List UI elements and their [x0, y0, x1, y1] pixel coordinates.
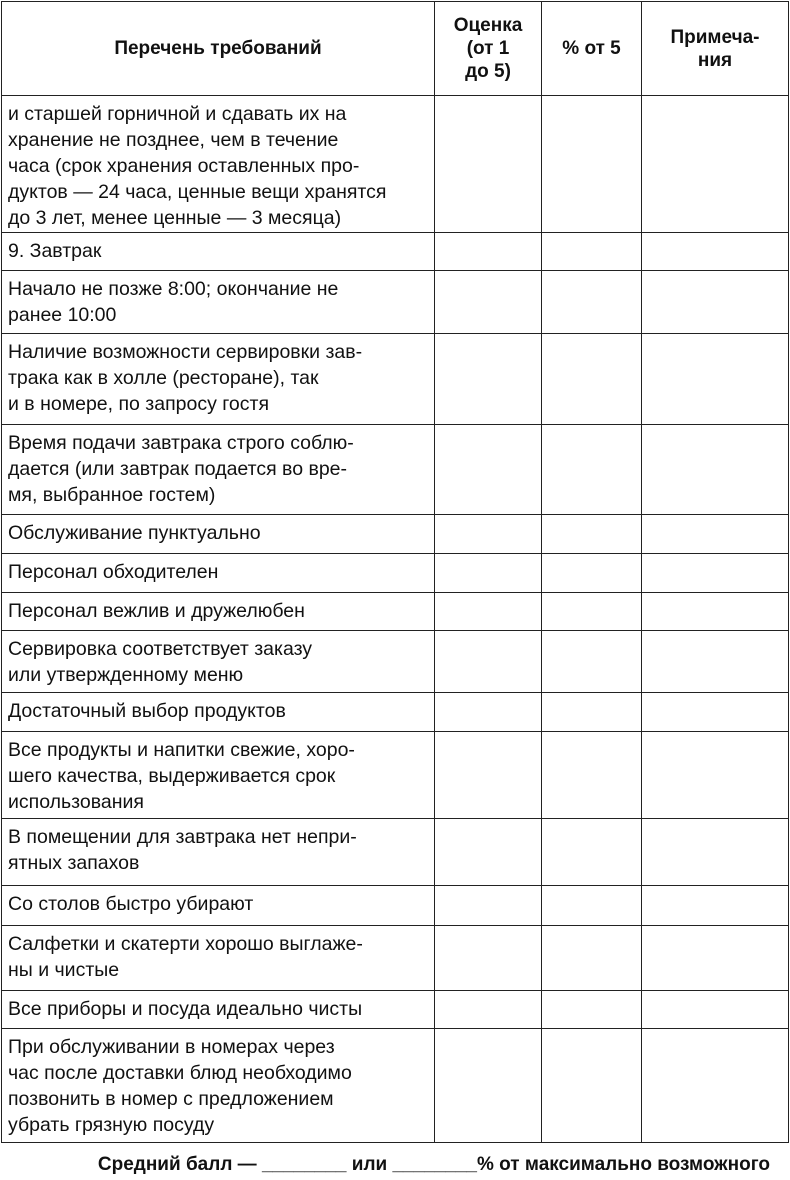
- score-cell[interactable]: [435, 631, 542, 693]
- table-row: [2, 593, 789, 631]
- percent-cell[interactable]: [542, 631, 642, 693]
- table-row: [2, 233, 789, 271]
- percent-cell[interactable]: [542, 886, 642, 926]
- requirement-text: Время подачи завтрака строго соблю- дается (или завтрак подается во вре- мя, выбранное гостем): [2, 425, 435, 515]
- percent-cell[interactable]: [542, 819, 642, 886]
- notes-cell[interactable]: [642, 233, 789, 271]
- notes-cell[interactable]: [642, 593, 789, 631]
- table-row: [2, 425, 789, 515]
- percent-cell[interactable]: [542, 1029, 642, 1143]
- score-cell[interactable]: [435, 233, 542, 271]
- percent-cell[interactable]: [542, 554, 642, 593]
- header-percent: % от 5: [542, 2, 642, 96]
- notes-cell[interactable]: [642, 96, 789, 233]
- table-row: [2, 271, 789, 334]
- requirement-text: Персонал обходителен: [2, 554, 435, 593]
- table-row: [2, 926, 789, 991]
- notes-cell[interactable]: [642, 693, 789, 732]
- percent-cell[interactable]: [542, 96, 642, 233]
- notes-cell[interactable]: [642, 991, 789, 1029]
- percent-cell[interactable]: [542, 991, 642, 1029]
- score-cell[interactable]: [435, 425, 542, 515]
- notes-cell[interactable]: [642, 334, 789, 425]
- score-cell[interactable]: [435, 515, 542, 554]
- score-cell[interactable]: [435, 1029, 542, 1143]
- table-row: [2, 554, 789, 593]
- requirement-text: Персонал вежлив и дружелюбен: [2, 593, 435, 631]
- requirement-text: Со столов быстро убирают: [2, 886, 435, 926]
- header-requirements: Перечень требований: [2, 2, 435, 96]
- score-cell[interactable]: [435, 991, 542, 1029]
- score-cell[interactable]: [435, 926, 542, 991]
- requirement-text: В помещении для завтрака нет непри- ятных запахов: [2, 819, 435, 886]
- requirement-text: Наличие возможности сервировки зав- трака как в холле (ресторане), так и в номере, по запросу гостя: [2, 334, 435, 425]
- score-cell[interactable]: [435, 732, 542, 819]
- notes-cell[interactable]: [642, 554, 789, 593]
- notes-cell[interactable]: [642, 271, 789, 334]
- table-row: [2, 334, 789, 425]
- notes-cell[interactable]: [642, 631, 789, 693]
- header-notes: Примеча- ния: [642, 2, 789, 96]
- notes-cell[interactable]: [642, 886, 789, 926]
- notes-cell[interactable]: [642, 1029, 789, 1143]
- requirement-text: Обслуживание пунктуально: [2, 515, 435, 554]
- notes-cell[interactable]: [642, 732, 789, 819]
- average-score-line: Средний балл — ________ или ________% от максимально возможного: [97, 1154, 770, 1175]
- notes-cell[interactable]: [642, 819, 789, 886]
- table-row: [2, 96, 789, 233]
- percent-cell[interactable]: [542, 926, 642, 991]
- table-row: [2, 886, 789, 926]
- notes-cell[interactable]: [642, 926, 789, 991]
- requirement-text: Все приборы и посуда идеально чисты: [2, 991, 435, 1029]
- header-score: Оценка (от 1 до 5): [435, 2, 542, 96]
- header-row: [2, 2, 789, 96]
- percent-cell[interactable]: [542, 425, 642, 515]
- table-row: [2, 732, 789, 819]
- requirement-text: Достаточный выбор продуктов: [2, 693, 435, 732]
- notes-cell[interactable]: [642, 515, 789, 554]
- requirement-text: и старшей горничной и сдавать их на хранение не позднее, чем в течение часа (срок хранения оставленных про- дуктов — 24 часа, ценные вещи хранятся до 3 лет, менее ценные — 3 месяца): [2, 96, 435, 233]
- score-cell[interactable]: [435, 593, 542, 631]
- requirement-text: Начало не позже 8:00; окончание не ранее 10:00: [2, 271, 435, 334]
- table-row: [2, 515, 789, 554]
- score-cell[interactable]: [435, 271, 542, 334]
- percent-cell[interactable]: [542, 732, 642, 819]
- requirement-text: Салфетки и скатерти хорошо выглаже- ны и чистые: [2, 926, 435, 991]
- percent-cell[interactable]: [542, 334, 642, 425]
- table-row: [2, 693, 789, 732]
- percent-cell[interactable]: [542, 693, 642, 732]
- score-cell[interactable]: [435, 886, 542, 926]
- requirement-text: 9. Завтрак: [2, 233, 435, 271]
- table-row: [2, 819, 789, 886]
- percent-cell[interactable]: [542, 233, 642, 271]
- notes-cell[interactable]: [642, 425, 789, 515]
- requirement-text: Все продукты и напитки свежие, хоро- шего качества, выдерживается срок использования: [2, 732, 435, 819]
- requirements-table: [1, 1, 789, 1143]
- table-row: [2, 631, 789, 693]
- percent-cell[interactable]: [542, 515, 642, 554]
- requirement-text: При обслуживании в номерах через час после доставки блюд необходимо позвонить в номер с предложением убрать грязную посуду: [2, 1029, 435, 1143]
- score-cell[interactable]: [435, 819, 542, 886]
- score-cell[interactable]: [435, 693, 542, 732]
- requirement-text: Сервировка соответствует заказу или утвержденному меню: [2, 631, 435, 693]
- table-row: [2, 991, 789, 1029]
- percent-cell[interactable]: [542, 271, 642, 334]
- score-cell[interactable]: [435, 334, 542, 425]
- table-row: [2, 1029, 789, 1143]
- score-cell[interactable]: [435, 554, 542, 593]
- percent-cell[interactable]: [542, 593, 642, 631]
- score-cell[interactable]: [435, 96, 542, 233]
